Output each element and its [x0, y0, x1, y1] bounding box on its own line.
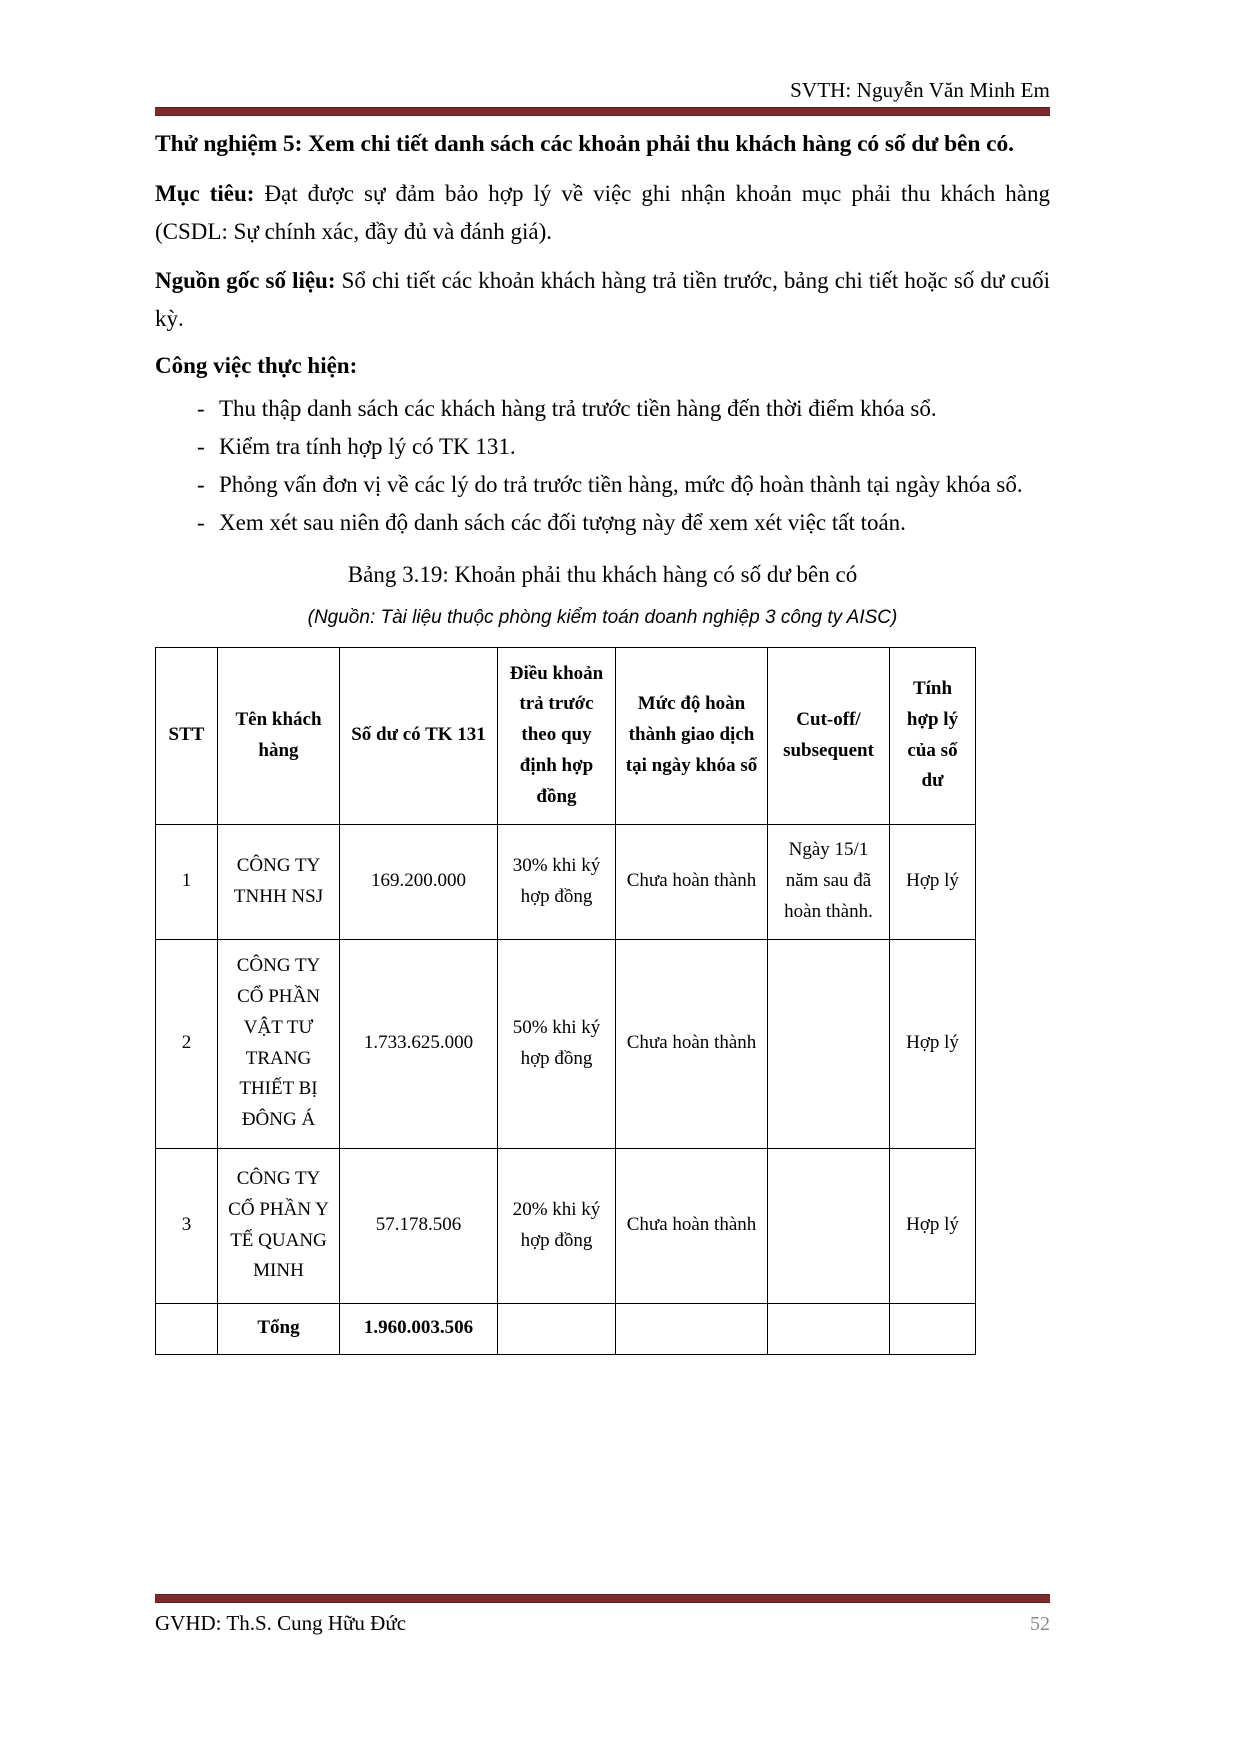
cell-stt [156, 1303, 218, 1354]
cell-reasonableness: Hợp lý [890, 1148, 976, 1303]
list-item [197, 466, 1050, 503]
cell-credit-balance: 1.733.625.000 [340, 939, 498, 1148]
cell-completion-level: Chưa hoàn thành [616, 824, 768, 939]
column-header-stt: STT [156, 647, 218, 824]
column-header-customer-name: Tên khách hàng [218, 647, 340, 824]
cell-completion-level: Chưa hoàn thành [616, 939, 768, 1148]
data-source-label: Nguồn gốc số liệu: [155, 268, 336, 294]
cell-stt: 3 [156, 1148, 218, 1303]
dash-bullet-icon: - [197, 395, 205, 421]
list-item [197, 504, 1050, 541]
cell-customer-name: CÔNG TY CỔ PHẦN VẬT TƯ TRANG THIẾT BỊ ĐÔNG Á [218, 939, 340, 1148]
cell-prepayment-terms: 30% khi ký hợp đồng [498, 824, 616, 939]
column-header-reasonableness: Tính hợp lý của số dư [890, 647, 976, 824]
list-item [197, 390, 1050, 427]
dash-bullet-icon: - [197, 510, 205, 536]
cell-completion-level [616, 1303, 768, 1354]
data-source-paragraph [155, 262, 1050, 337]
page-footer [155, 1594, 1050, 1636]
cell-cutoff [768, 1148, 890, 1303]
cell-total-value: 1.960.003.506 [340, 1303, 498, 1354]
footer-page-number: 52 [1030, 1613, 1050, 1635]
cell-reasonableness: Hợp lý [890, 824, 976, 939]
cell-cutoff: Ngày 15/1 năm sau đã hoàn thành. [768, 824, 890, 939]
table-row [156, 939, 976, 1148]
page-header [155, 78, 1050, 116]
cell-cutoff [768, 939, 890, 1148]
footer-divider-rule [155, 1594, 1050, 1603]
column-header-prepayment-terms: Điều khoản trả trước theo quy định hợp đồng [498, 647, 616, 824]
footer-advisor: GVHD: Th.S. Cung Hữu Đức [155, 1611, 407, 1635]
column-header-credit-balance: Số dư có TK 131 [340, 647, 498, 824]
objective-text: Đạt được sự đảm bảo hợp lý về việc ghi nhận khoản mục phải thu khách hàng (CSDL: Sự chính xác, đầy đủ và đánh giá). [155, 181, 1051, 244]
cell-stt: 2 [156, 939, 218, 1148]
cell-customer-name: CÔNG TY CỔ PHẦN Y TẾ QUANG MINH [218, 1148, 340, 1303]
cell-credit-balance: 57.178.506 [340, 1148, 498, 1303]
cell-stt: 1 [156, 824, 218, 939]
table-header-row [156, 647, 976, 824]
cell-cutoff [768, 1303, 890, 1354]
list-item [197, 428, 1050, 465]
cell-total-label: Tổng [218, 1303, 340, 1354]
table-caption: Bảng 3.19: Khoản phải thu khách hàng có số dư bên có [347, 561, 858, 587]
cell-prepayment-terms: 20% khi ký hợp đồng [498, 1148, 616, 1303]
column-header-completion-level: Mức độ hoàn thành giao dịch tại ngày khóa sổ [616, 647, 768, 824]
table-source-note: (Nguồn: Tài liệu thuộc phòng kiểm toán doanh nghiệp 3 công ty AISC) [307, 607, 898, 628]
header-divider-rule [155, 107, 1050, 116]
cell-prepayment-terms [498, 1303, 616, 1354]
table-row [156, 824, 976, 939]
document-content [155, 125, 1050, 1355]
receivables-credit-balance-table [155, 647, 976, 1355]
header-student-name: SVTH: Nguyễn Văn Minh Em [790, 78, 1050, 102]
objective-label: Mục tiêu: [155, 181, 255, 207]
cell-credit-balance: 169.200.000 [340, 824, 498, 939]
work-performed-heading: Công việc thực hiện: [155, 353, 358, 378]
column-header-cutoff: Cut-off/ subsequent [768, 647, 890, 824]
task-text: Xem xét sau niên độ danh sách các đối tượng này để xem xét việc tất toán. [219, 510, 906, 536]
table-total-row [156, 1303, 976, 1354]
cell-reasonableness [890, 1303, 976, 1354]
table-row [156, 1148, 976, 1303]
dash-bullet-icon: - [197, 472, 205, 497]
objective-paragraph [155, 175, 1050, 250]
cell-prepayment-terms: 50% khi ký hợp đồng [498, 939, 616, 1148]
cell-customer-name: CÔNG TY TNHH NSJ [218, 824, 340, 939]
footer-row [155, 1611, 1050, 1636]
work-task-list [155, 390, 1050, 542]
section-title: Thử nghiệm 5: Xem chi tiết danh sách các khoản phải thu khách hàng có số dư bên có. [155, 131, 1014, 157]
dash-bullet-icon: - [197, 433, 205, 459]
cell-reasonableness: Hợp lý [890, 939, 976, 1148]
cell-completion-level: Chưa hoàn thành [616, 1148, 768, 1303]
data-source-text: Sổ chi tiết các khoản khách hàng trả tiền trước, bảng chi tiết hoặc số dư cuối kỳ. [155, 268, 1050, 331]
task-text: Thu thập danh sách các khách hàng trả trước tiền hàng đến thời điểm khóa sổ. [219, 395, 937, 421]
task-text: Phỏng vấn đơn vị về các lý do trả trước tiền hàng, mức độ hoàn thành tại ngày khóa sổ. [219, 472, 1023, 497]
task-text: Kiểm tra tính hợp lý có TK 131. [219, 433, 516, 459]
